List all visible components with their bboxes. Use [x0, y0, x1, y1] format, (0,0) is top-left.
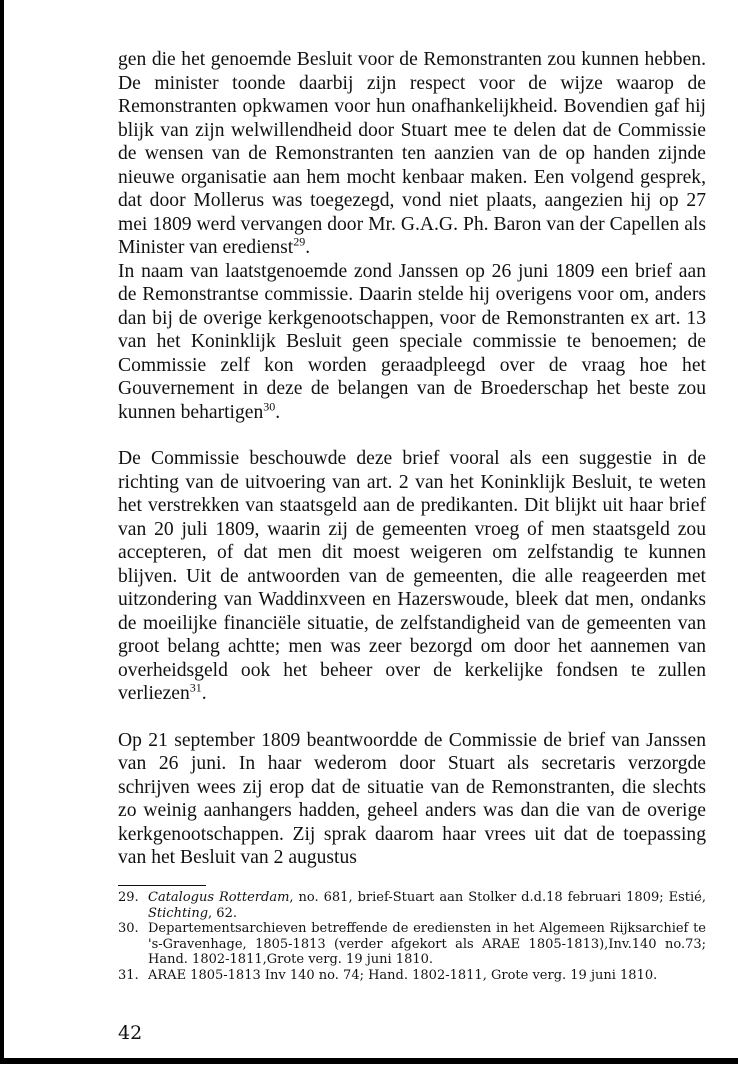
- footnote-body: ARAE 1805-1813 Inv 140 no. 74; Hand. 1802-1811, Grote verg. 19 juni 1810.: [148, 967, 658, 983]
- paragraph-1: [118, 48, 706, 260]
- paragraph-gap: [118, 706, 706, 729]
- footnote-text: [148, 968, 706, 984]
- paragraph-1-text: gen die het genoemde Besluit voor de Remonstranten zou kunnen hebben. De minister toonde daarbij zijn respect voor de wijze waarop de Remonstranten opkwamen voor hun onafhankelijkheid. Bovendien gaf hij blijk van zijn welwillendheid door Stuart mee te delen dat de Commissie de wensen van de Remonstranten ten aanzien van de op handen zijnde nieuwe organisatie aan hem mocht kenbaar maken. Een volgend gesprek, dat door Mollerus was toegezegd, vond niet plaats, aangezien hij op 27 mei 1809 werd vervangen door Mr. G.A.G. Ph. Baron van der Capellen als Minister van eredienst: [118, 49, 706, 258]
- footnote-30: [118, 921, 706, 968]
- paragraph-4-text: Op 21 september 1809 beantwoordde de Commissie de brief van Janssen van 26 juni. In haar wederom door Stuart als secretaris verzorgde schrijven wees zij erop dat de situatie van de Remonstranten, die slechts zo weinig aanhangers hadden, geheel anders was dan die van de overige kerkgenootschappen. Zij sprak daarom haar vrees uit dat de toepassing van het Besluit van 2 augustus: [118, 729, 706, 868]
- paragraph-2-tail: .: [275, 401, 281, 423]
- paragraph-3: [118, 447, 706, 706]
- footnote-31: [118, 968, 706, 984]
- footnotes: [118, 890, 706, 983]
- footnote-title: Catalogus Rotterdam: [148, 890, 290, 905]
- footnote-number: 30.: [118, 921, 139, 936]
- footnote-text: [148, 890, 706, 921]
- footnote-ref-31: 31: [189, 680, 202, 695]
- paragraph-2: [118, 260, 706, 425]
- page-body: [118, 48, 706, 870]
- paragraph-1-tail: .: [305, 237, 311, 258]
- footnote-29: [118, 890, 706, 921]
- footnote-separator: [118, 885, 206, 886]
- paragraph-4: [118, 729, 706, 870]
- footnote-ref-30: 30: [263, 398, 276, 413]
- footnote-text: [148, 921, 706, 968]
- bottom-edge-border: [0, 1058, 738, 1064]
- footnote-number: 29.: [118, 890, 139, 905]
- footnote-title-2: Stichting: [148, 905, 209, 921]
- page-number: 42: [118, 1022, 143, 1044]
- paragraph-3-tail: .: [201, 683, 207, 704]
- footnote-body: , no. 681, brief-Stuart aan Stolker d.d.18 februari 1809; Estié,: [289, 890, 706, 905]
- footnote-number: 31.: [118, 967, 139, 983]
- main-text: [118, 48, 706, 870]
- paragraph-2-text: In naam van laatstgenoemde zond Janssen op 26 juni 1809 een brief aan de Remonstrantse commissie. Daarin stelde hij overigens voor om, anders dan bij de overige kerkgenootschappen, voor de Remonstranten ex art. 13 van het Koninklijk Besluit geen speciale commissie te benoemen; de Commissie zelf kon worden geraadpleegd over de vraag hoe het Gouvernement in deze de belangen van de Broederschap het beste zou kunnen behartigen: [118, 260, 706, 423]
- left-edge-border: [0, 0, 4, 1063]
- footnote-body-2: , 62.: [208, 905, 237, 921]
- footnote-ref-29: 29: [293, 234, 306, 249]
- footnote-body: Departementsarchieven betreffende de erediensten in het Algemeen Rijksarchief te 's-Gravenhage, 1805-1813 (verder afgekort als ARAE 1805-1813),Inv.140 no.73; Hand. 1802-1811,Grote verg. 19 juni 1810.: [148, 921, 706, 967]
- paragraph-3-text: De Commissie beschouwde deze brief vooral als een suggestie in de richting van de uitvoering van art. 2 van het Koninklijk Besluit, te weten het verstrekken van staatsgeld aan de predikanten. Dit blijkt uit haar brief van 20 juli 1809, waarin zij de gemeenten vroeg of men staatsgeld zou accepteren, of dat men dit moest weigeren om zelfstandig te kunnen blijven. Uit de antwoorden van de gemeenten, die alle reageerden met uitzondering van Waddinxveen en Hazerswoude, bleek dat men, ondanks de moeilijke financiële situatie, de zelfstandigheid van de gemeenten van groot belang achtte; men was zeer bezorgd om door het aannemen van overheidsgeld ook het beheer over de kerkelijke fondsen te zullen verliezen: [118, 448, 706, 704]
- paragraph-gap: [118, 424, 706, 447]
